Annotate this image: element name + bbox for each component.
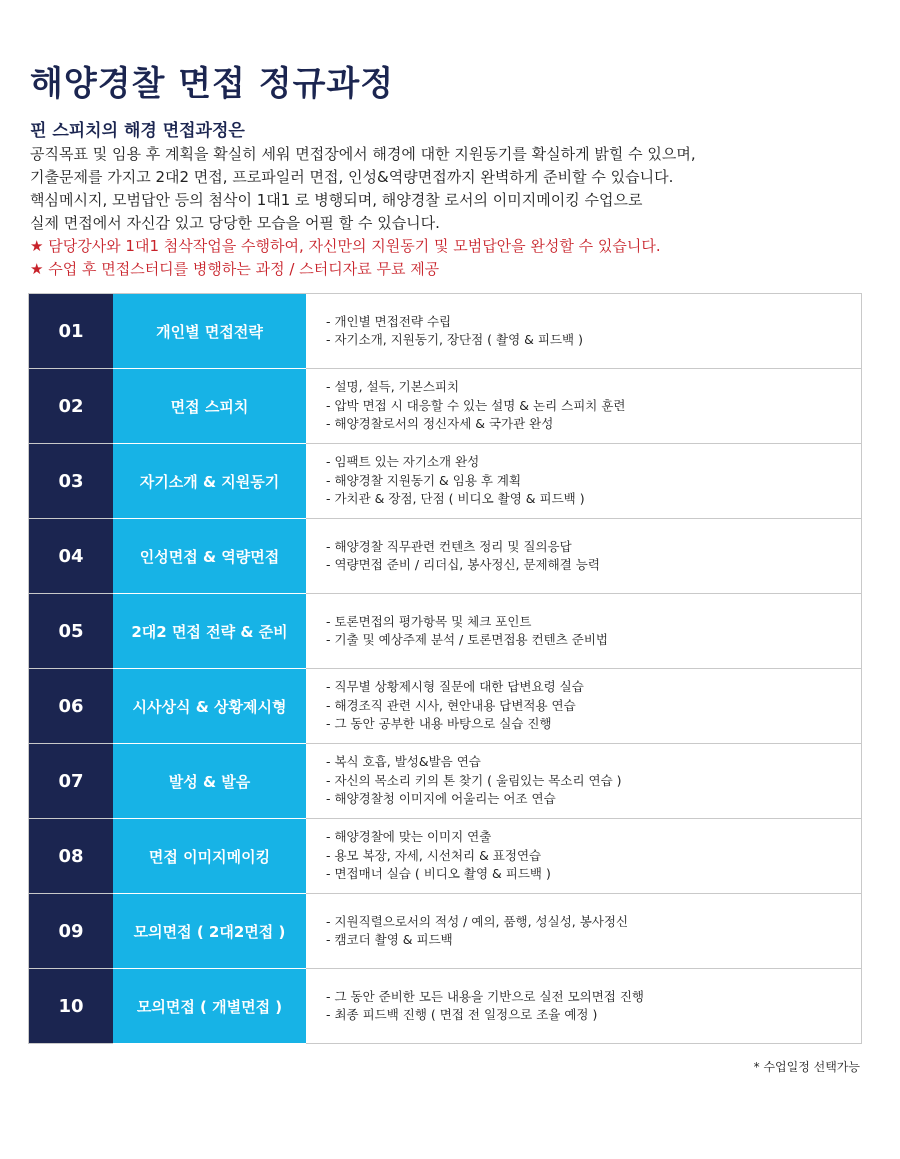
intro-highlight: ★ 담당강사와 1대1 첨삭작업을 수행하여, 자신만의 지원동기 및 모범답안을 완성할 수 있습니다. — [30, 237, 661, 255]
session-number: 09 — [29, 894, 113, 968]
session-detail-item: - 토론면접의 평가항목 및 체크 포인트 — [326, 613, 532, 629]
intro-line: 핵심메시지, 모범답안 등의 첨삭이 1대1 로 병행되며, 해양경찰 로서의 이미지메이킹 수업으로 — [30, 191, 643, 209]
curriculum-row — [29, 294, 861, 369]
curriculum-row — [29, 594, 861, 669]
session-detail-item: - 기출 및 예상주제 분석 / 토론면접용 컨텐츠 준비법 — [326, 632, 609, 647]
session-details — [306, 969, 861, 1043]
session-details — [306, 819, 861, 893]
session-details — [306, 294, 861, 368]
session-detail-item: - 해양경찰청 이미지에 어울리는 어조 연습 — [326, 791, 556, 807]
session-topic: 모의면접 ( 2대2면접 ) — [113, 894, 306, 969]
session-detail-item: - 면접매너 실습 ( 비디오 촬영 & 피드백 ) — [326, 866, 551, 882]
footnote: * 수업일정 선택가능 — [753, 1060, 860, 1074]
curriculum-row — [29, 669, 861, 744]
session-topic: 발성 & 발음 — [113, 744, 306, 819]
session-details — [306, 369, 861, 443]
session-detail-item: - 자기소개, 지원동기, 장단점 ( 촬영 & 피드백 ) — [326, 332, 583, 347]
intro-line: 기출문제를 가지고 2대2 면접, 프로파일러 면접, 인성&역량면접까지 완벽하게 준비할 수 있습니다. — [30, 168, 674, 186]
intro-subtitle: 핀 스피치의 해경 면접과정은 — [30, 121, 245, 141]
session-detail-item: - 그 동안 공부한 내용 바탕으로 실습 진행 — [326, 716, 552, 732]
session-number: 05 — [29, 594, 113, 668]
session-detail-item: - 역량면접 준비 / 리더십, 봉사정신, 문제해결 능력 — [326, 557, 600, 572]
session-detail-item: - 임팩트 있는 자기소개 완성 — [326, 454, 480, 470]
session-detail-item: - 해양경찰 지원동기 & 임용 후 계획 — [326, 472, 522, 488]
session-detail-item: - 복식 호흡, 발성&발음 연습 — [326, 754, 481, 770]
session-detail-item: - 최종 피드백 진행 ( 면접 전 일정으로 조율 예정 ) — [326, 1007, 598, 1022]
page-title: 해양경찰 면접 정규과정 — [30, 64, 395, 104]
session-number: 03 — [29, 444, 113, 518]
session-detail-item: - 해양경찰로서의 정신자세 & 국가관 완성 — [326, 416, 554, 432]
session-number: 06 — [29, 669, 113, 743]
session-detail-item: - 개인별 면접전략 수립 — [326, 313, 452, 329]
intro-section — [30, 120, 870, 281]
curriculum-row — [29, 744, 861, 819]
intro-highlight: ★ 수업 후 면접스터디를 병행하는 과정 / 스터디자료 무료 제공 — [30, 260, 440, 278]
curriculum-row — [29, 894, 861, 969]
session-details — [306, 444, 861, 518]
curriculum-row — [29, 369, 861, 444]
session-detail-item: - 지원직렬으로서의 적성 / 예의, 품행, 성실성, 봉사정신 — [326, 913, 629, 929]
session-topic: 개인별 면접전략 — [113, 294, 306, 369]
session-detail-item: - 가치관 & 장점, 단점 ( 비디오 촬영 & 피드백 ) — [326, 491, 585, 507]
session-number: 10 — [29, 969, 113, 1043]
session-detail-item: - 압박 면접 시 대응할 수 있는 설명 & 논리 스피치 훈련 — [326, 397, 626, 413]
session-detail-item: - 해양경찰 직무관련 컨텐츠 정리 및 질의응답 — [326, 538, 572, 554]
session-details — [306, 669, 861, 743]
session-topic: 면접 스피치 — [113, 369, 306, 444]
session-detail-item: - 캠코더 촬영 & 피드백 — [326, 932, 453, 947]
session-number: 08 — [29, 819, 113, 893]
session-detail-item: - 해양경찰에 맞는 이미지 연출 — [326, 829, 492, 845]
session-topic: 자기소개 & 지원동기 — [113, 444, 306, 519]
curriculum-row — [29, 969, 861, 1044]
session-topic: 시사상식 & 상황제시형 — [113, 669, 306, 744]
curriculum-row — [29, 819, 861, 894]
curriculum-table — [28, 293, 862, 1044]
intro-line: 공직목표 및 임용 후 계획을 확실히 세워 면접장에서 해경에 대한 지원동기를 확실하게 밝힐 수 있으며, — [30, 145, 696, 163]
session-details — [306, 744, 861, 818]
session-details — [306, 894, 861, 968]
session-topic: 인성면접 & 역량면접 — [113, 519, 306, 594]
session-topic: 2대2 면접 전략 & 준비 — [113, 594, 306, 669]
session-detail-item: - 직무별 상황제시형 질문에 대한 답변요령 실습 — [326, 679, 584, 695]
intro-line: 실제 면접에서 자신감 있고 당당한 모습을 어필 할 수 있습니다. — [30, 214, 440, 232]
curriculum-row — [29, 444, 861, 519]
session-number: 01 — [29, 294, 113, 368]
session-detail-item: - 그 동안 준비한 모든 내용을 기반으로 실전 모의면접 진행 — [326, 988, 644, 1004]
session-topic: 모의면접 ( 개별면접 ) — [113, 969, 306, 1044]
session-topic: 면접 이미지메이킹 — [113, 819, 306, 894]
session-detail-item: - 해경조직 관련 시사, 현안내용 답변적용 연습 — [326, 697, 576, 713]
session-details — [306, 594, 861, 668]
curriculum-row — [29, 519, 861, 594]
session-detail-item: - 용모 복장, 자세, 시선처리 & 표정연습 — [326, 847, 542, 863]
session-details — [306, 519, 861, 593]
session-number: 04 — [29, 519, 113, 593]
session-number: 02 — [29, 369, 113, 443]
session-detail-item: - 자신의 목소리 키의 톤 찾기 ( 울림있는 목소리 연습 ) — [326, 772, 622, 788]
session-number: 07 — [29, 744, 113, 818]
session-detail-item: - 설명, 설득, 기본스피치 — [326, 379, 460, 395]
